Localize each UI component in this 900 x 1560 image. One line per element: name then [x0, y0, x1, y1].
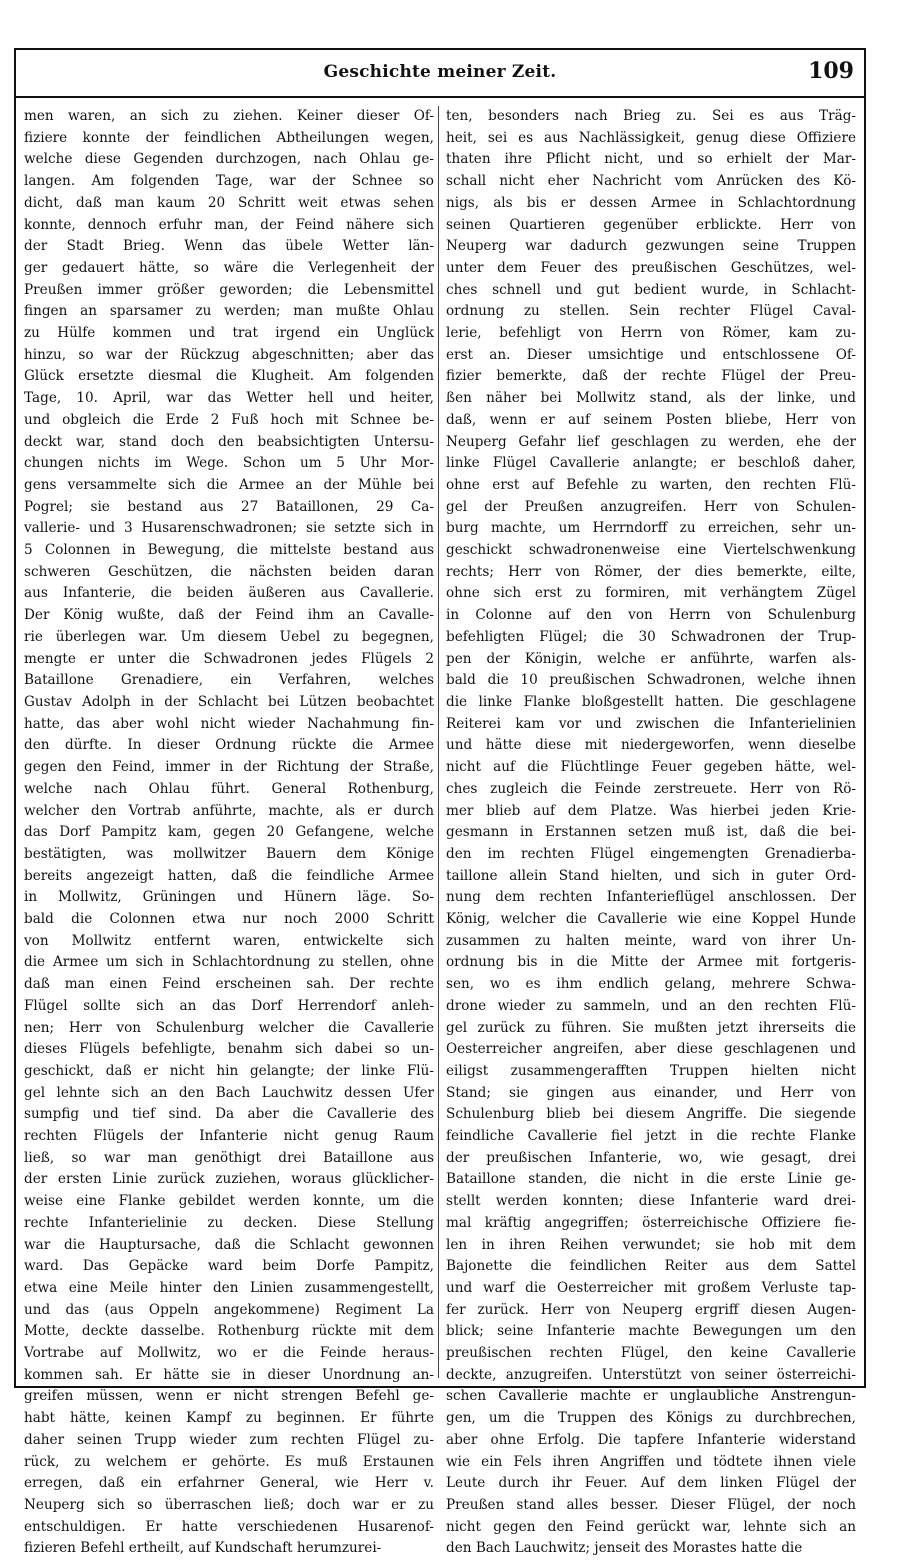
text-line: len in ihren Reihen verwundet; sie hob mit dem [446, 1236, 856, 1253]
text-line: erregen, daß ein erfahrner General, wie Herr v. [24, 1475, 434, 1492]
text-line: König, welcher die Cavallerie wie eine Koppel Hunde [446, 911, 856, 928]
text-line: schweren Geschützen, die nächsten beiden daran [24, 563, 434, 580]
text-line: ordnung zu stellen. Sein rechter Flügel Caval- [446, 303, 856, 320]
text-line: Bataillone Grenadiere, ein Verfahren, welches [24, 672, 434, 689]
text-line: Gustav Adolph in der Schlacht bei Lützen beobachtet [24, 693, 434, 710]
text-line: zusammen zu halten meinte, ward von ihrer Un- [446, 932, 856, 949]
text-line: Schulenburg blieb bei diesem Angriffe. Die siegende [446, 1106, 856, 1123]
text-line: eiligst zusammengerafften Truppen hielten nicht [446, 1062, 856, 1079]
text-line: vallerie- und 3 Husarenschwadronen; sie setzte sich in [24, 520, 434, 537]
text-line: der Stadt Brieg. Wenn das übele Wetter län- [24, 238, 434, 255]
text-line: rechte Infanterielinie zu decken. Diese Stellung [24, 1214, 434, 1231]
text-line: Leute durch ihr Feuer. Auf dem linken Flügel der [446, 1475, 856, 1492]
text-line: bereits angezeigt hatten, daß die feindliche Armee [24, 867, 434, 884]
text-line: sen, wo es ihm endlich gelang, mehrere Schwa- [446, 976, 856, 993]
text-line: Oesterreicher angreifen, aber diese geschlagenen und [446, 1041, 856, 1058]
text-line: Reiterei kam vor und zwischen die Infanterielinien [446, 715, 856, 732]
text-line: ßen näher bei Mollwitz stand, als der linke, und [446, 390, 856, 407]
text-line: blick; seine Infanterie machte Bewegungen um den [446, 1323, 856, 1340]
text-line: Pogrel; sie bestand aus 27 Bataillonen, 29 Ca- [24, 498, 434, 515]
text-line: ließ, so war man genöthigt drei Bataillone aus [24, 1149, 434, 1166]
text-line: mengte er unter die Schwadronen jedes Flügels 2 [24, 650, 434, 667]
right-text-column [446, 106, 856, 1560]
text-line: die linke Flanke bloßgestellt hatten. Die geschlagene [446, 693, 856, 710]
running-title: Geschichte meiner Zeit. [323, 62, 557, 82]
text-line: nicht auf die Flüchtlinge Feuer gegeben hätte, wel- [446, 759, 856, 776]
text-line: welche nach Ohlau führt. General Rothenburg, [24, 780, 434, 797]
text-line: unter dem Feuer des preußischen Geschützes, wel- [446, 259, 856, 276]
text-line: in Colonne auf den von Herrn von Schulenburg [446, 607, 856, 624]
text-line: das Dorf Pampitz kam, gegen 20 Gefangene, welche [24, 824, 434, 841]
text-line: ohne sich erst zu formiren, mit verhängtem Zügel [446, 585, 856, 602]
text-line: thaten ihre Pflicht nicht, und so erhielt der Mar- [446, 151, 856, 168]
text-line: weise eine Flanke gebildet werden konnte, um die [24, 1193, 434, 1210]
text-line: den im rechten Flügel eingemengten Grenadierba- [446, 845, 856, 862]
text-line: 5 Colonnen in Bewegung, die mittelste bestand aus [24, 542, 434, 559]
text-line: heit, sei es aus Nachlässigkeit, genug diese Offiziere [446, 129, 856, 146]
text-line: nicht gegen den Feind gerückt war, lehnte sich an [446, 1518, 856, 1535]
text-line: dieses Flügels befehligte, benahm sich dabei so un- [24, 1041, 434, 1058]
text-line: ward. Das Gepäcke ward beim Dorfe Pampitz, [24, 1258, 434, 1275]
text-line: Neuperg war dadurch gezwungen seine Truppen [446, 238, 856, 255]
text-line: wie ein Fels ihren Angriffen und tödtete ihnen viele [446, 1453, 856, 1470]
text-line: geschickt schwadronenweise eine Viertelschwenkung [446, 542, 856, 559]
text-line: fingen an sparsamer zu werden; man mußte Ohlau [24, 303, 434, 320]
text-line: den dürfte. In dieser Ordnung rückte die Armee [24, 737, 434, 754]
text-line: schall nicht eher Nachricht vom Anrücken des Kö- [446, 173, 856, 190]
text-line: rie überlegen war. Um diesem Uebel zu begegnen, [24, 628, 434, 645]
text-line: preußischen rechten Flügel, den keine Cavallerie [446, 1345, 856, 1362]
text-line: greifen müssen, wenn er nicht strengen Befehl ge- [24, 1388, 434, 1405]
text-line: welcher den Vortrab anführte, machte, als er durch [24, 802, 434, 819]
text-line: gesmann in Erstannen setzen muß ist, daß die bei- [446, 824, 856, 841]
text-line: und das (aus Oppeln angekommene) Regiment La [24, 1301, 434, 1318]
text-line: war die Hauptursache, daß die Schlacht gewonnen [24, 1236, 434, 1253]
page-frame [14, 48, 866, 1557]
text-line: ches schnell und gut bedient wurde, in Schlacht- [446, 281, 856, 298]
text-line: deckt war, stand doch den beabsichtigten Untersu- [24, 433, 434, 450]
text-line: mal kräftig angegriffen; österreichische Offiziere fie- [446, 1214, 856, 1231]
text-line: Bajonette die feindlichen Reiter aus dem Sattel [446, 1258, 856, 1275]
text-line: die Armee um sich in Schlachtordnung zu stellen, ohne [24, 954, 434, 971]
text-line: ger gedauert hätte, so wäre die Verlegenheit der [24, 259, 434, 276]
text-line: erst an. Dieser umsichtige und entschlossene Of- [446, 346, 856, 363]
text-line: Motte, deckte dasselbe. Rothenburg rückte mit dem [24, 1323, 434, 1340]
text-line: drone wieder zu sammeln, und an den rechten Flü- [446, 997, 856, 1014]
text-line: und hätte diese mit niedergeworfen, wenn dieselbe [446, 737, 856, 754]
text-line: fizieren Befehl ertheilt, auf Kundschaft herumzurei- [24, 1540, 382, 1557]
text-line: befehligten Flügel; die 30 Schwadronen der Trup- [446, 628, 856, 645]
text-line: entschuldigen. Er hatte verschiedenen Husarenof- [24, 1518, 434, 1535]
text-line: ohne erst auf Befehle zu warten, den rechten Flü- [446, 476, 856, 493]
text-line: chungen nichts im Wege. Schon um 5 Uhr Mor- [24, 455, 434, 472]
text-line: nung dem rechten Infanterieflügel anschlossen. Der [446, 889, 856, 906]
text-line: gens versammelte sich die Armee an der Mühle bei [24, 476, 434, 493]
text-line: mer blieb auf dem Platze. Was hierbei jeden Krie- [446, 802, 856, 819]
text-line: seinen Quartieren gegenüber erblickte. Herr von [446, 216, 856, 233]
text-line: daß man einen Feind erscheinen sah. Der rechte [24, 976, 434, 993]
text-line: deckte, anzugreifen. Unterstützt von seiner österreichi- [446, 1366, 856, 1383]
text-line: von Mollwitz entfernt waren, entwickelte sich [24, 932, 434, 949]
text-line: rück, zu welchem er gehörte. Es muß Erstaunen [24, 1453, 434, 1470]
text-line: Glück ersetzte diesmal die Klugheit. Am folgenden [24, 368, 434, 385]
text-line: ten, besonders nach Brieg zu. Sei es aus Träg- [446, 108, 856, 124]
text-line: Preußen immer größer geworden; die Lebensmittel [24, 281, 434, 298]
text-line: ches zugleich die Feinde zerstreuete. Herr von Rö- [446, 780, 856, 797]
text-line: konnte, dennoch erfuhr man, der Feind nähere sich [24, 216, 434, 233]
text-line: welche diese Gegenden durchzogen, nach Ohlau ge- [24, 151, 434, 168]
text-line: aus Infanterie, die beiden äußeren aus Cavallerie. [24, 585, 434, 602]
column-divider [438, 106, 439, 1378]
text-line: fizier bemerkte, daß der rechte Flügel der Preu- [446, 368, 856, 385]
text-line: Der König wußte, daß der Feind ihm an Cavalle- [24, 607, 434, 624]
text-line: dicht, daß man kaum 20 Schritt weit etwas sehen [24, 194, 434, 211]
text-line: Tage, 10. April, war das Wetter hell und heiter, [24, 390, 434, 407]
text-line: nen; Herr von Schulenburg welcher die Cavallerie [24, 1019, 434, 1036]
text-line: langen. Am folgenden Tage, war der Schnee so [24, 173, 434, 190]
text-line: gegen den Feind, immer in der Richtung der Straße, [24, 759, 434, 776]
text-line: linke Flügel Cavallerie anlangte; er beschloß daher, [446, 455, 856, 472]
text-line: aber ohne Erfolg. Die tapfere Infanterie widerstand [446, 1431, 856, 1448]
text-line: bald die Colonnen etwa nur noch 2000 Schritt [24, 911, 434, 928]
text-line: hatte, das aber wohl nicht wieder Nachahmung fin- [24, 715, 434, 732]
text-line: men waren, an sich zu ziehen. Keiner dieser Of- [24, 108, 434, 124]
text-line: stellt werden konnten; diese Infanterie ward drei- [446, 1193, 856, 1210]
text-line: daß, wenn er auf seinem Posten bliebe, Herr von [446, 411, 856, 428]
text-line: burg machte, um Herrndorff zu erreichen, sehr un- [446, 520, 856, 537]
text-line: der preußischen Infanterie, wo, wie gesagt, drei [446, 1149, 856, 1166]
text-line: feindliche Cavallerie fiel jetzt in die rechte Flanke [446, 1128, 856, 1145]
text-line: Preußen stand alles besser. Dieser Flügel, der noch [446, 1497, 856, 1513]
text-line: Flügel sollte sich an das Dorf Herrendorf anleh- [24, 997, 434, 1014]
text-line: Neuperg Gefahr lief geschlagen zu werden, ehe der [446, 433, 856, 450]
text-line: in Mollwitz, Grüningen und Hünern läge. So- [24, 889, 434, 906]
text-line: gel zurück zu führen. Sie mußten jetzt ihrerseits die [446, 1019, 856, 1036]
text-line: geschickt, daß er nicht hin gelangte; der linke Flü- [24, 1062, 434, 1079]
text-line: Bataillone standen, die nicht in die erste Linie ge- [446, 1171, 856, 1188]
text-line: und warf die Oesterreicher mit großem Verluste tap- [446, 1279, 856, 1296]
text-line: gen, um die Truppen des Königs zu durchbrechen, [446, 1410, 856, 1427]
text-line: etwa eine Meile hinter den Linien zusammengestellt, [24, 1279, 434, 1296]
text-line: den Bach Lauchwitz; jenseit des Morastes hatte die [446, 1540, 803, 1557]
text-line: schen Cavallerie machte er unglaubliche Anstrengun- [446, 1388, 856, 1405]
text-line: bald die 10 preußischen Schwadronen, welche ihnen [446, 672, 856, 689]
text-line: nigs, als bis er dessen Armee in Schlachtordnung [446, 194, 856, 211]
text-line: taillone allein Stand hielten, und sich in guter Ord- [446, 867, 856, 884]
text-line: habt hätte, keinen Kampf zu beginnen. Er führte [24, 1410, 434, 1427]
text-line: bestätigten, was mollwitzer Bauern dem Könige [24, 845, 434, 862]
text-line: fer zurück. Herr von Neuperg ergriff diesen Augen- [446, 1301, 856, 1318]
text-line: rechten Flügels der Infanterie nicht genug Raum [24, 1128, 434, 1145]
text-line: Stand; sie gingen aus einander, und Herr von [446, 1084, 856, 1101]
text-line: sumpfig und tief sind. Da aber die Cavallerie des [24, 1106, 434, 1123]
text-line: gel der Preußen anzugreifen. Herr von Schulen- [446, 498, 856, 515]
text-line: rechts; Herr von Römer, der dies bemerkte, eilte, [446, 563, 856, 580]
text-line: hinzu, so war der Rückzug abgeschnitten; aber das [24, 346, 434, 363]
text-line: Neuperg sich so überraschen ließ; doch war er zu [24, 1497, 434, 1513]
running-header [16, 50, 864, 98]
text-line: pen der Königin, welche er anführte, warfen als- [446, 650, 856, 667]
text-line: der ersten Linie zurück zuziehen, woraus glücklicher- [24, 1171, 434, 1188]
text-line: zu Hülfe kommen und trat irgend ein Unglück [24, 325, 434, 342]
text-line: ordnung bis in die Mitte der Armee mit fortgeris- [446, 954, 856, 971]
text-line: fiziere konnte der feindlichen Abtheilungen wegen, [24, 129, 434, 146]
text-line: Vortrabe auf Mollwitz, wo er die Feinde heraus- [24, 1345, 434, 1362]
text-line: lerie, befehligt von Herrn von Römer, kam zu- [446, 325, 856, 342]
text-line: gel lehnte sich an den Bach Lauchwitz dessen Ufer [24, 1084, 434, 1101]
text-line: kommen sah. Er hätte sie in dieser Unordnung an- [24, 1366, 434, 1383]
text-line: daher seinen Trupp wieder zum rechten Flügel zu- [24, 1431, 434, 1448]
left-text-column [24, 106, 434, 1560]
text-line: und obgleich die Erde 2 Fuß hoch mit Schnee be- [24, 411, 434, 428]
page-number: 109 [808, 58, 854, 84]
